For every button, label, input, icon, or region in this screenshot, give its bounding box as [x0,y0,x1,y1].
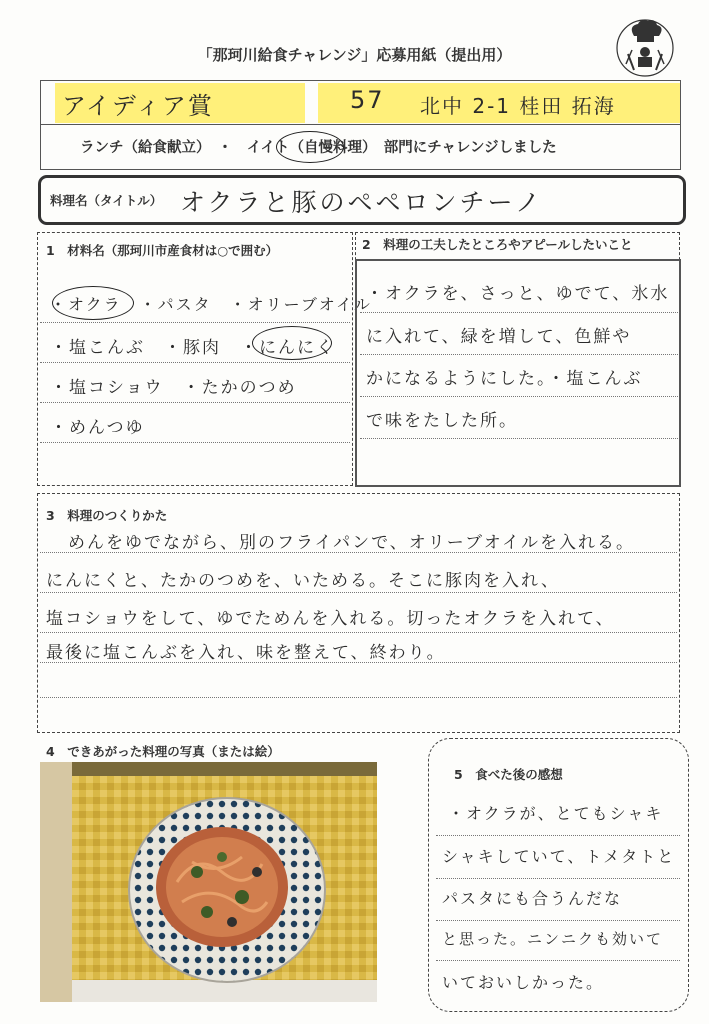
impression-line: と思った。ニンニクも効いて [442,930,664,948]
rule-line [436,960,680,961]
impression-line: シャキしていて、トメタトと [442,847,676,866]
ingredients-box [37,232,353,486]
appeal-line: で味をたした所。 [366,411,518,431]
rule-line [40,362,350,363]
recipe-line: めんをゆでながら、別のフライパンで、オリーブオイルを入れる。 [68,533,635,553]
rule-line [40,442,350,443]
rule-line [436,920,680,921]
ingredient-line: ・オクラ ・パスタ ・オリーブオイル [50,295,372,314]
rule-line [360,312,678,313]
rule-line [436,835,680,836]
appeal-line: かになるようにした。・塩こんぶ [366,369,643,389]
ingredient-line: ・塩こんぶ ・豚肉 ・にんにく [50,338,335,358]
rule-line [360,438,678,439]
recipe-line: 最後に塩こんぶを入れ、味を整えて、終わり。 [46,643,446,663]
category-line: ランチ（給食献立） ・ イイト（自慢料理） 部門にチャレンジしました [80,140,557,156]
local-ingredient-circle [252,326,332,360]
rule-line [40,592,677,593]
rule-line [40,697,677,698]
recipe-heading: 3 料理のつくりかた [46,508,168,523]
photo-edge [40,762,74,1002]
dish-title: オクラと豚のペペロンチーノ [180,188,544,217]
appeal-heading: 2 料理の工夫したところやアピールしたいこと [362,237,633,252]
impression-line: ・オクラが、とてもシャキ [448,804,664,823]
impressions-heading: 5 食べた後の感想 [454,767,563,782]
ingredients-heading: 1 材料名（那珂川市産食材は○で囲む） [46,243,279,258]
ingredient-line: ・塩コショウ ・たかのつめ [50,378,297,398]
pasta-plate-image [72,762,377,1002]
rule-line [360,396,678,397]
chef-logo-icon [614,14,676,80]
dish-title-label: 料理名（タイトル） [50,193,163,208]
entry-number: 57 [350,86,385,114]
impression-line: パスタにも合うんだな [442,889,623,908]
rule-line [40,322,350,323]
dish-photo [72,762,377,1002]
rule-line [40,402,350,403]
rule-line [436,878,680,879]
ingredient-line: ・めんつゆ [50,418,145,438]
rule-line [40,632,677,633]
local-ingredient-circle [52,286,134,320]
category-circle [276,131,344,163]
appeal-line: ・オクラを、さっと、ゆでて、氷水 [366,284,670,304]
frame-divider [41,124,680,125]
appeal-line: に入れて、緑を増して、色鮮や [366,327,632,347]
award-name: アイディア賞 [62,92,214,120]
form-title: 「那珂川給食チャレンジ」応募用紙（提出用） [197,46,512,64]
rule-line [360,354,678,355]
entrant-name: 北中 2-1 桂田 拓海 [420,94,616,118]
impression-line: いておいしかった。 [442,973,605,992]
recipe-line: にんにくと、たかのつめを、いためる。そこに豚肉を入れ、 [46,571,561,591]
recipe-line: 塩コショウをして、ゆでためんを入れる。切ったオクラを入れて、 [46,609,615,629]
photo-heading: 4 できあがった料理の写真（または絵） [46,744,280,759]
